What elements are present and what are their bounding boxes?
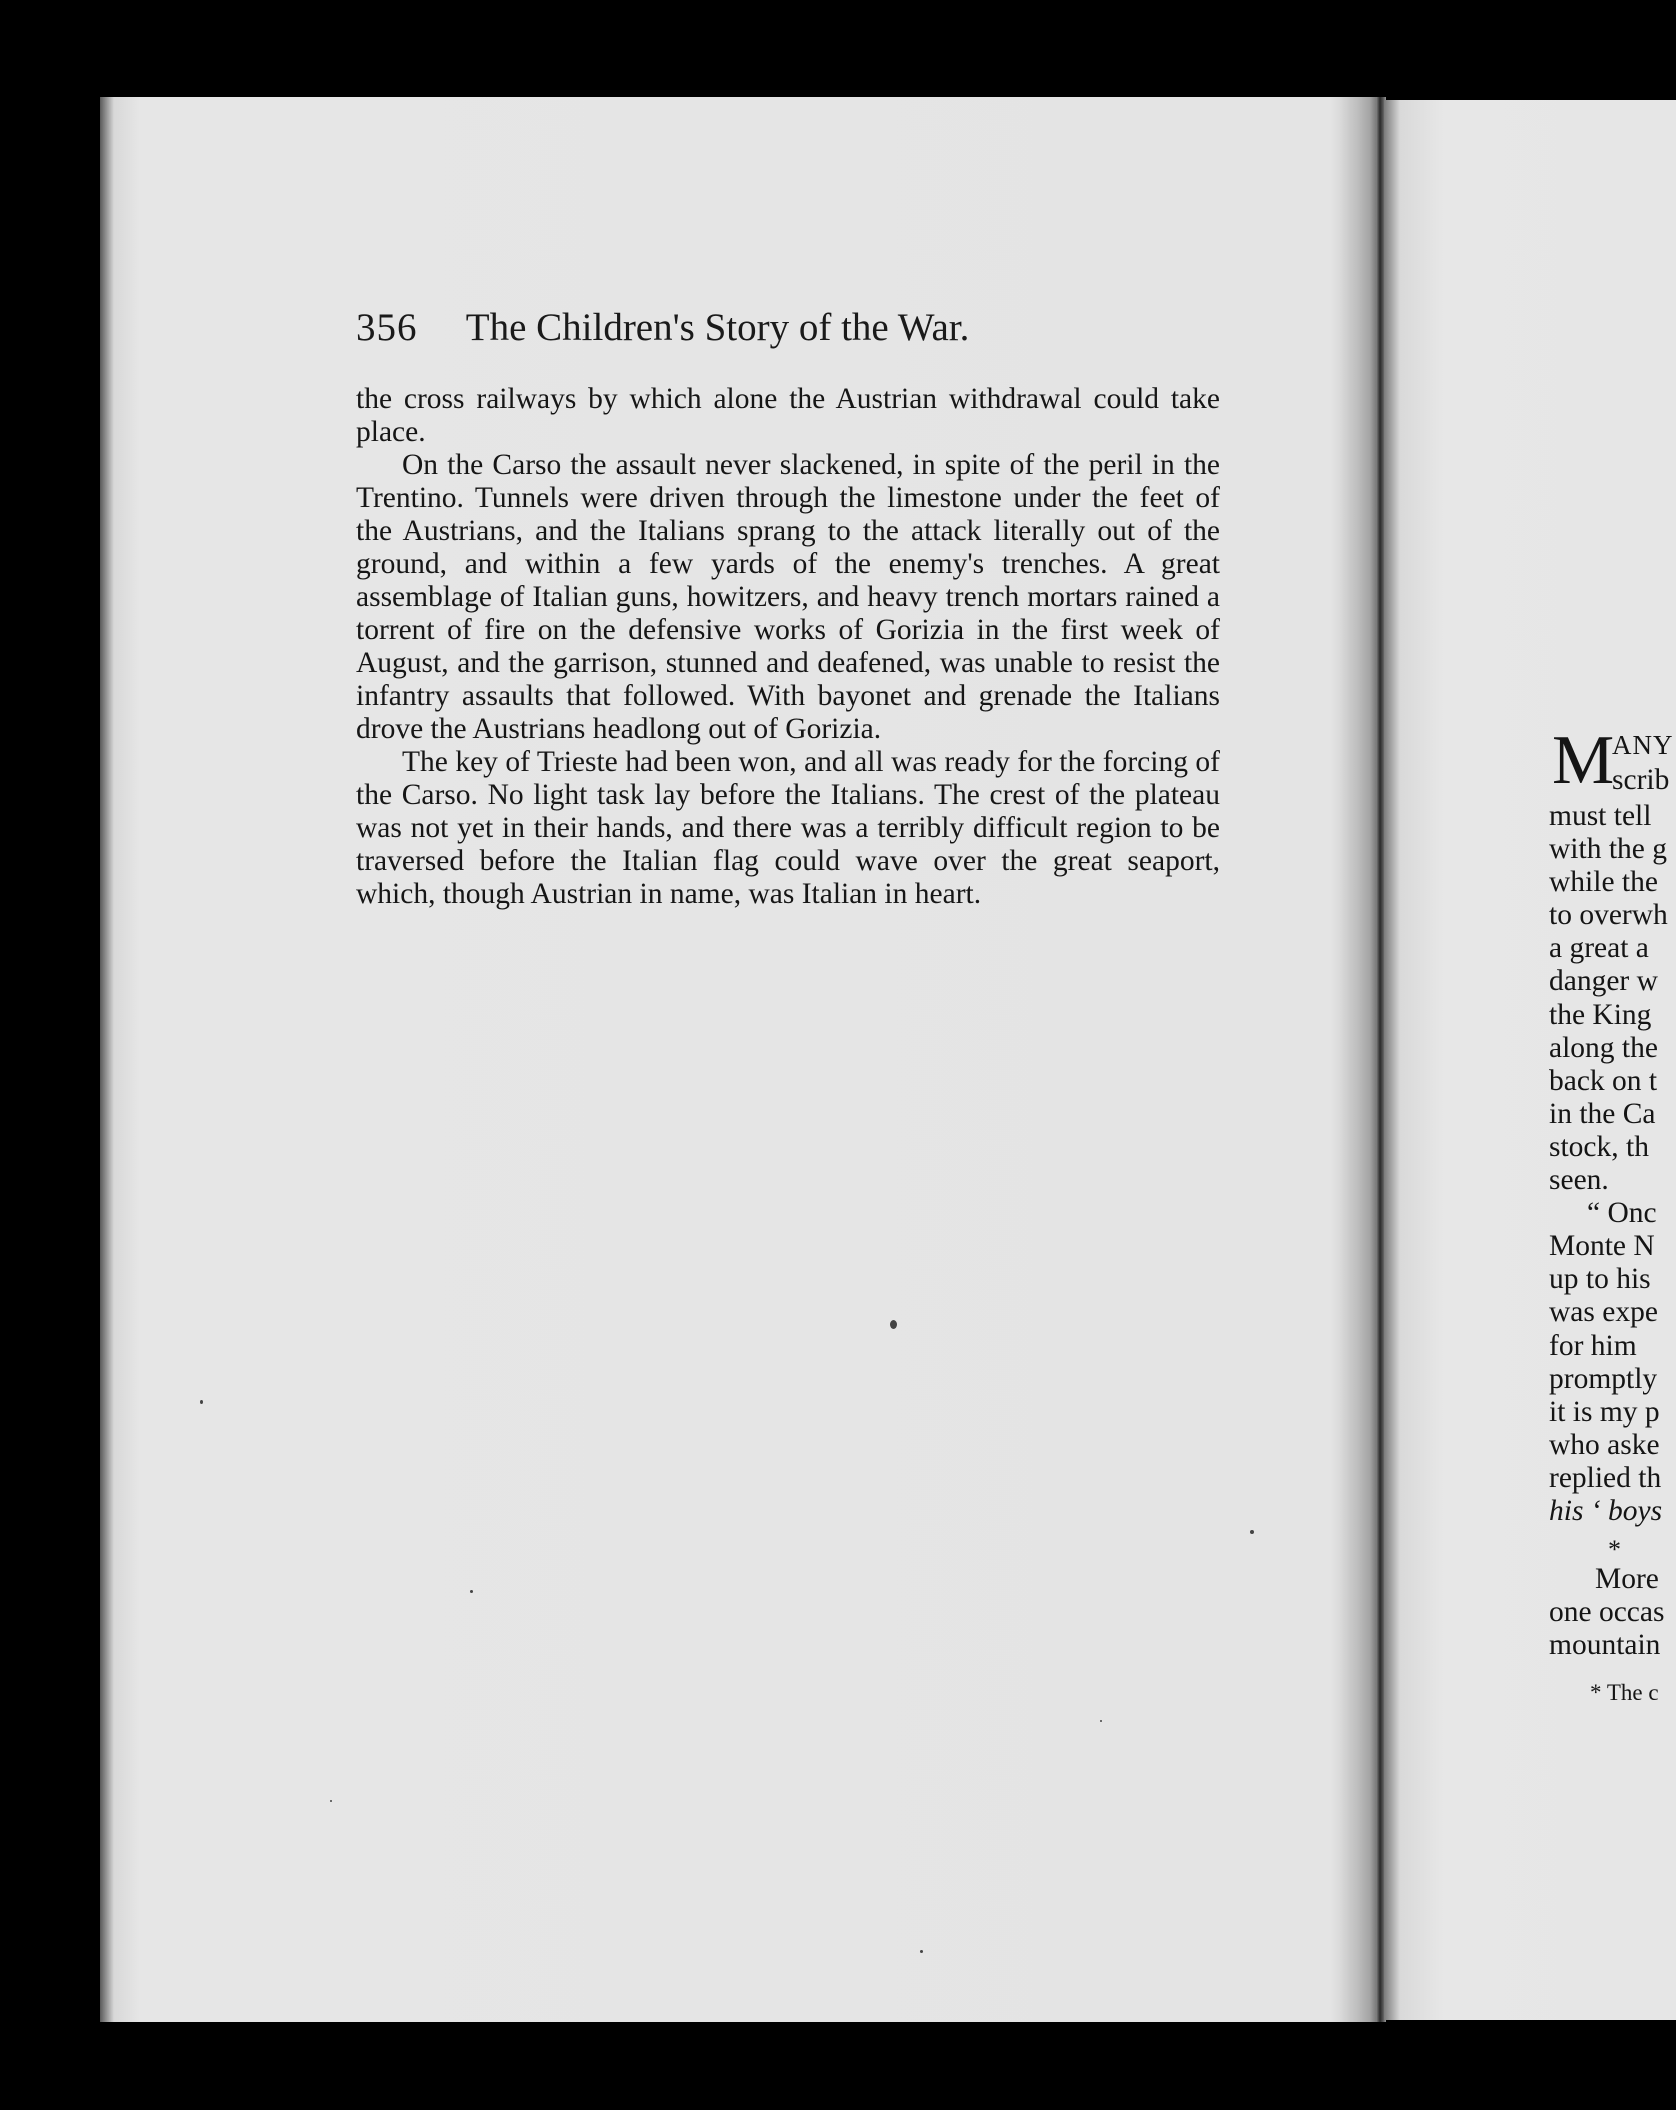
- paragraph-1: the cross railways by which alone the Austrian withdrawal could take place.: [356, 383, 1220, 448]
- right-line: with the g: [1549, 833, 1667, 866]
- right-line: More: [1595, 1563, 1659, 1595]
- right-line: in the Ca: [1549, 1097, 1656, 1130]
- page-header: [356, 305, 1236, 350]
- page-number: 356: [356, 306, 418, 349]
- right-line: back on t: [1549, 1064, 1658, 1097]
- right-second-line: scrib: [1612, 764, 1670, 796]
- right-line: seen.: [1549, 1164, 1609, 1197]
- right-line: for him: [1549, 1329, 1637, 1362]
- right-line: mountain: [1549, 1629, 1661, 1661]
- right-line: it is my p: [1549, 1395, 1660, 1428]
- right-line: danger w: [1549, 965, 1658, 998]
- paragraph-3: The key of Trieste had been won, and all was ready for the forcing of the Carso. No light task lay before the Italians. The crest of the plateau was not yet in their hands, and there was a terribly difficult region to be traversed before the Italian flag could wave over the great seaport, which, though Austrian in name, was Italian in heart.: [356, 746, 1220, 910]
- right-line: who aske: [1549, 1428, 1660, 1461]
- right-line: his ‘ boys: [1549, 1494, 1663, 1527]
- right-line: a great a: [1549, 932, 1649, 965]
- right-line: replied th: [1549, 1461, 1662, 1494]
- fold-shadow: [1330, 97, 1376, 2022]
- paragraph-2: On the Carso the assault never slackened, in spite of the peril in the Trentino. Tunnels were driven through the limestone under the feet of the Austrians, and the Italians sprang to the attack literally out of the ground, and within a few yards of the enemy's trenches. A great assemblage of Italian guns, howitzers, and heavy trench mortars rained a torrent of fire on the defensive works of Gorizia in the first week of August, and the garrison, stunned and deafened, was unable to resist the infantry assaults that followed. With bayonet and grenade the Italians drove the Austrians headlong out of Gorizia.: [356, 449, 1220, 745]
- right-first-line: ANY: [1612, 730, 1674, 760]
- running-title: The Children's Story of the War.: [465, 306, 970, 349]
- right-line: promptly: [1549, 1362, 1658, 1395]
- right-line: must tell: [1549, 800, 1652, 832]
- right-line: was expe: [1549, 1296, 1658, 1329]
- right-page-block-1: [1549, 800, 1668, 1528]
- right-line: “ Onc: [1587, 1197, 1657, 1230]
- right-page-block-3: [1549, 1563, 1664, 1662]
- footnote: * The c: [1590, 1680, 1659, 1705]
- left-page-body: [356, 383, 1220, 911]
- right-line: stock, th: [1549, 1130, 1649, 1163]
- right-line: along the: [1549, 1031, 1658, 1064]
- right-line: while the: [1549, 866, 1658, 899]
- right-line: up to his: [1549, 1263, 1651, 1296]
- right-line: one occas: [1549, 1596, 1665, 1628]
- section-separator: *: [1608, 1535, 1621, 1564]
- right-line: the King: [1549, 998, 1652, 1031]
- drop-cap: M: [1552, 722, 1615, 799]
- right-line: to overwh: [1549, 899, 1668, 932]
- right-line: Monte N: [1549, 1230, 1655, 1263]
